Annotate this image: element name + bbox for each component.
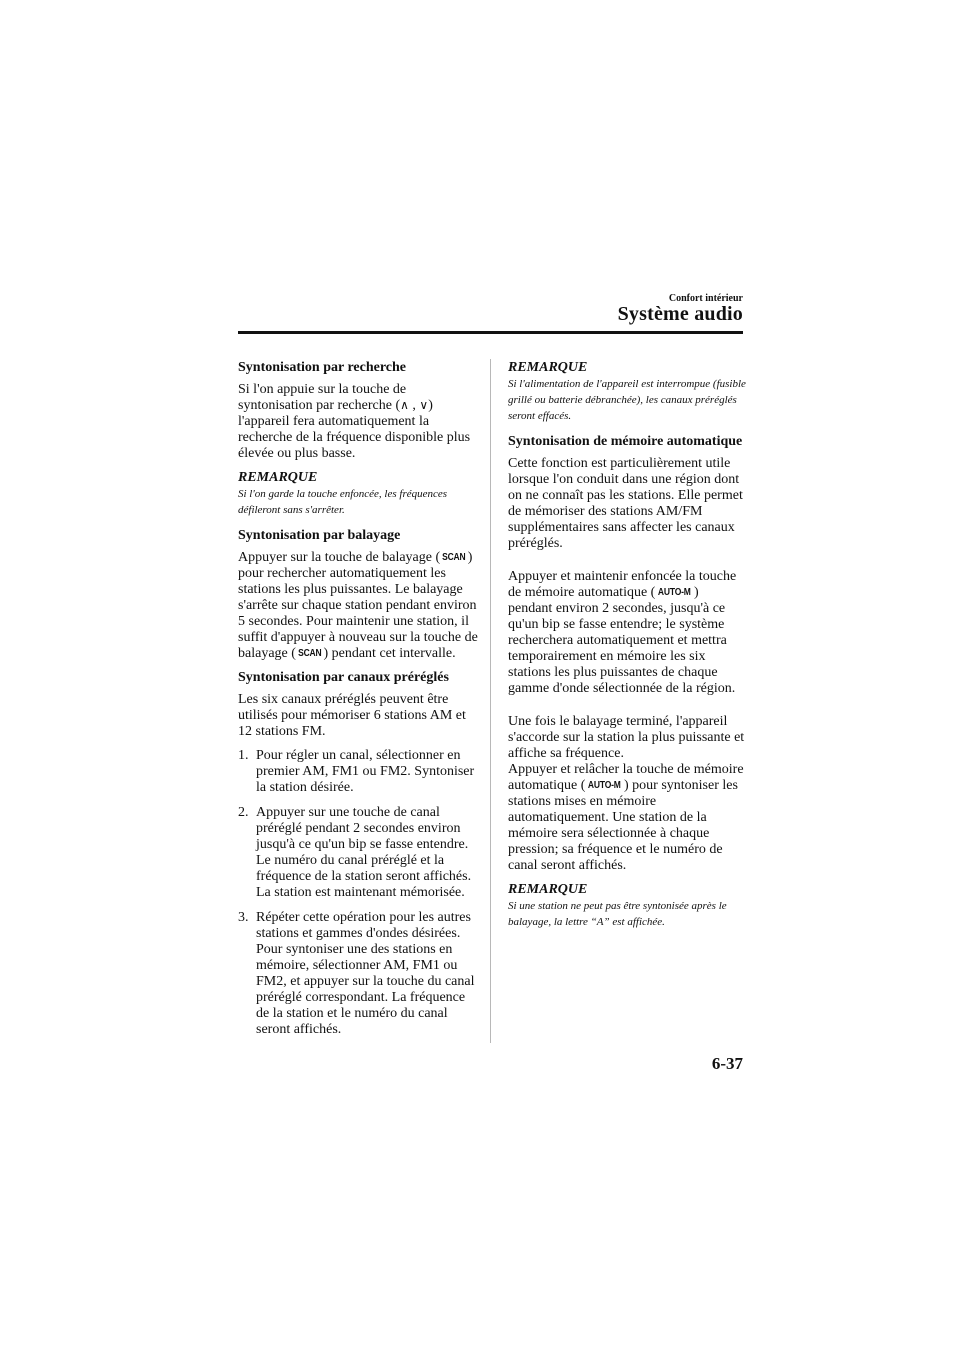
scan-text-a: Appuyer sur la touche de balayage ( [238, 550, 441, 565]
scan-key-icon: SCAN [297, 648, 322, 659]
auto-memory-p3: Une fois le balayage terminé, l'appareil s'accorde sur la station la plus puissante et affiche sa fréquence. [508, 714, 745, 761]
step-text: Appuyer sur une touche de canal préréglé pendant 2 secondes environ jusqu'à ce qu'un bip se fasse entendre. Le numéro du canal préréglé et la fréquence de la station seront affichés. La station est maintenant mémorisée. [256, 805, 472, 900]
section-label: Confort intérieur [668, 293, 743, 304]
list-item [238, 748, 480, 796]
seek-text-a: Si l'on appuie sur la touche de syntonisation par recherche ( [238, 382, 407, 413]
auto-memory-p1: Cette fonction est particulièrement utile lorsque l'on conduit dans une région dont on ne connaît pas les stations. Elle permet de mémoriser des stations AM/FM supplémentaires sans affecter les canaux préréglés. [508, 456, 743, 551]
auto-p4-text-b: ) pour syntoniser les stations mises en mémoire automatiquement. Une station de la mémoire sera sélectionnée à chaque pression; sa fréquence et le numéro de canal seront affichés. [508, 778, 738, 873]
note-text: Si l'on garde la touche enfoncée, les fréquences défileront sans s'arrêter. [238, 488, 448, 516]
scan-paragraph [238, 550, 480, 662]
scan-heading: Syntonisation par balayage [238, 528, 401, 543]
auto-memory-p4 [508, 762, 746, 874]
step-text: Répéter cette opération pour les autres stations et gammes d'ondes désirées. Pour syntoniser une des stations en mémoire, sélectionner AM, FM1 ou FM2, et appuyer sur la touche du canal préréglé correspondant. La fréquence de la station et le numéro du canal seront affichés. [256, 910, 475, 1037]
note-title: REMARQUE [508, 360, 588, 375]
preset-steps [238, 748, 480, 1038]
auto-memory-p2 [508, 569, 746, 697]
note-title: REMARQUE [508, 882, 588, 897]
right-column [508, 360, 746, 940]
list-item [238, 910, 480, 1038]
step-number: 1. [238, 748, 249, 763]
page-title: Système audio [617, 303, 743, 325]
step-number: 2. [238, 805, 249, 820]
scan-text-c: ) pendant cet intervalle. [323, 646, 456, 661]
auto-m-key-icon: AUTO-M [658, 587, 692, 598]
seek-paragraph [238, 382, 480, 462]
preset-heading: Syntonisation par canaux préréglés [238, 670, 449, 685]
scan-key-icon: SCAN [442, 552, 466, 563]
auto-m-key-icon: AUTO-M [588, 780, 622, 791]
auto-p2-text-b: ) pendant environ 2 secondes, jusqu'à ce qu'un bip se fasse entendre; le système recherchera automatiquement et mettra temporairement en mémoire les six stations les plus puissantes de chaque gamme d'onde sélectionnée de la région. [508, 585, 736, 696]
seek-separator: , [408, 398, 420, 413]
scan-text-b: ) pour rechercher automatiquement les stations les plus puissantes. Le balayage s'arrête sur chaque station pendant environ 5 secondes. Pour maintenir une station, il suffit d'appuyer à nouveau sur la touche de balayage ( [238, 550, 478, 661]
seek-down-icon: ∨ [419, 398, 429, 412]
left-column [238, 360, 480, 1047]
seek-text-b: ) l'appareil fera automatiquement la recherche de la fréquence disponible plus élevée ou plus basse. [238, 398, 471, 461]
page-number: 6-37 [711, 1054, 743, 1073]
seek-up-icon: ∧ [400, 398, 409, 412]
step-text: Pour régler un canal, sélectionner en premier AM, FM1 ou FM2. Syntoniser la station désirée. [256, 748, 475, 795]
auto-p4-text-a: Appuyer et relâcher la touche de mémoire automatique ( [508, 762, 744, 793]
note-title: REMARQUE [238, 470, 318, 485]
auto-p2-text-a: Appuyer et maintenir enfoncée la touche de mémoire automatique ( [508, 569, 737, 600]
header-rule [238, 331, 743, 334]
preset-intro: Les six canaux préréglés peuvent être utilisés pour mémoriser 6 stations AM et 12 stations FM. [238, 692, 466, 739]
step-number: 3. [238, 910, 249, 925]
list-item [238, 805, 480, 901]
note-text: Si l'alimentation de l'appareil est interrompue (fusible grillé ou batterie débranchée), les canaux préréglés seront effacés. [508, 378, 746, 422]
note-text: Si une station ne peut pas être syntonisée après le balayage, la lettre “A” est affichée. [508, 900, 727, 928]
auto-memory-heading: Syntonisation de mémoire automatique [508, 434, 743, 449]
seek-heading: Syntonisation par recherche [238, 360, 407, 375]
column-divider [490, 359, 491, 1043]
